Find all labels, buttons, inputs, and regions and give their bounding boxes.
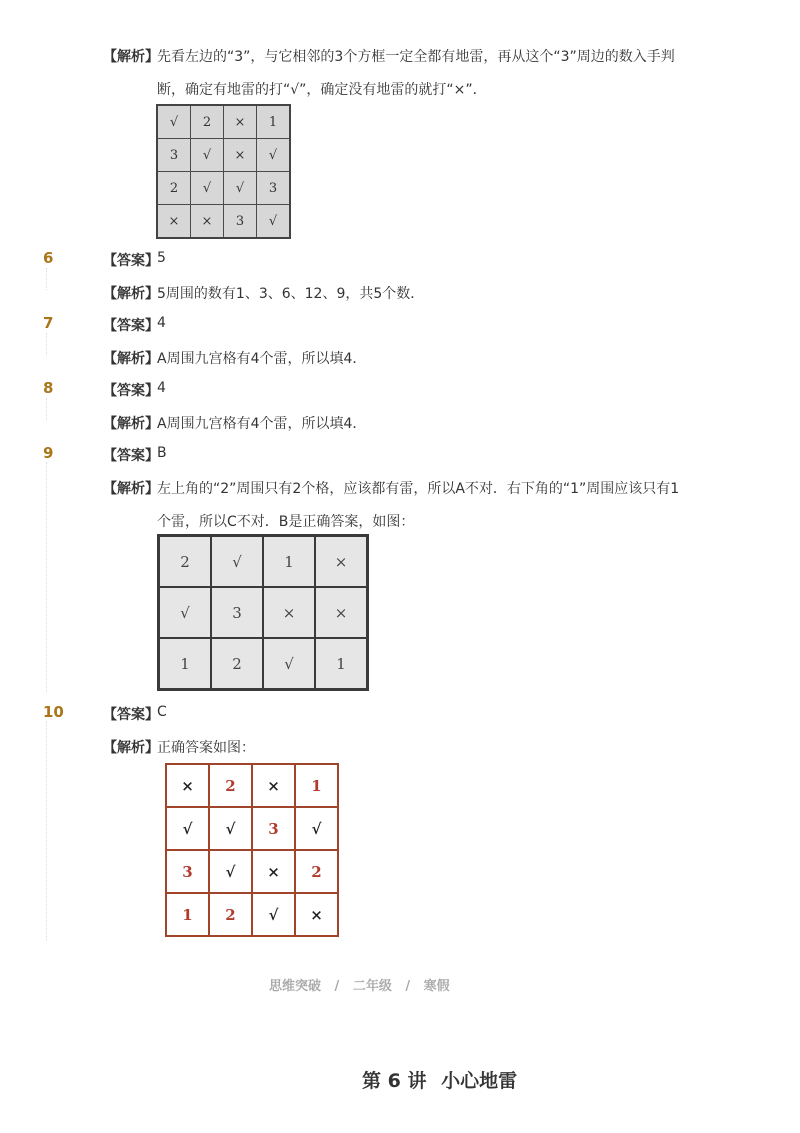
margin-guide (46, 398, 47, 420)
margin-guide (46, 268, 47, 290)
footer-separator: / (334, 979, 340, 994)
grid-cell: 2 (157, 172, 191, 205)
question-number: 6 (43, 249, 54, 267)
grid-row (159, 587, 368, 638)
grid-cell: 3 (252, 807, 295, 850)
analysis-tag: 【解析】 (103, 49, 159, 65)
answer-grid-problem10 (165, 763, 339, 937)
answer-value: 5 (157, 250, 166, 266)
analysis-text: 左上角的“2”周围只有2个格，应该都有雷，所以A不对．右下角的“1”周围应该只有1 (157, 481, 680, 497)
chapter-heading (362, 1066, 517, 1093)
grid-cell: 1 (159, 638, 212, 690)
grid-cell: √ (295, 807, 338, 850)
footer-series: 思维突破 (269, 979, 322, 994)
grid-cell: 3 (157, 139, 191, 172)
grid-cell: 2 (211, 638, 263, 690)
chapter-number: 第 6 讲 (362, 1070, 427, 1092)
grid-row (157, 205, 290, 239)
grid-cell: × (224, 139, 257, 172)
analysis-text: 5周围的数有1、3、6、12、9，共5个数． (157, 286, 425, 302)
footer-term: 寒假 (423, 979, 450, 994)
answer-tag: 【答案】 (103, 707, 159, 723)
margin-guide (46, 721, 47, 941)
grid-row (157, 172, 290, 205)
margin-guide (46, 333, 47, 355)
grid-cell: 2 (191, 105, 224, 139)
answer-value: C (157, 704, 167, 720)
question-number: 10 (43, 703, 64, 721)
grid-cell: 1 (315, 638, 368, 690)
grid-cell: × (191, 205, 224, 239)
grid-cell: 2 (159, 536, 212, 588)
grid-cell: √ (209, 807, 252, 850)
answer-tag: 【答案】 (103, 318, 159, 334)
analysis-tag: 【解析】 (103, 740, 159, 756)
grid-cell: × (315, 536, 368, 588)
grid-row (159, 638, 368, 690)
grid-cell: × (315, 587, 368, 638)
answer-grid-problem9 (157, 534, 369, 691)
answer-tag: 【答案】 (103, 383, 159, 399)
footer-grade: 二年级 (352, 979, 392, 994)
footer-separator: / (405, 979, 411, 994)
analysis-tag: 【解析】 (103, 286, 159, 302)
grid-cell: √ (166, 807, 209, 850)
grid-cell: √ (157, 105, 191, 139)
grid-row (166, 850, 338, 893)
grid-cell: 2 (295, 850, 338, 893)
grid-row (166, 764, 338, 807)
grid-cell: 1 (263, 536, 315, 588)
grid-cell: √ (191, 172, 224, 205)
question-number: 7 (43, 314, 54, 332)
grid-row (159, 536, 368, 588)
analysis-text: 先看左边的“3”，与它相邻的3个方框一定全都有地雷，再从这个“3”周边的数入手判 (157, 49, 675, 65)
grid-cell: × (252, 850, 295, 893)
grid-cell: √ (257, 205, 291, 239)
grid-cell: × (263, 587, 315, 638)
grid-cell: √ (209, 850, 252, 893)
grid-cell: 2 (209, 893, 252, 936)
grid-cell: 1 (295, 764, 338, 807)
grid-cell: √ (191, 139, 224, 172)
grid-cell: 2 (209, 764, 252, 807)
grid-cell: × (295, 893, 338, 936)
grid-cell: × (157, 205, 191, 239)
grid-cell: √ (263, 638, 315, 690)
grid-cell: × (166, 764, 209, 807)
analysis-text: 断，确定有地雷的打“√”，确定没有地雷的就打“×”． (157, 82, 487, 98)
analysis-text: 个雷，所以C不对．B是正确答案，如图： (157, 514, 415, 530)
question-number: 9 (43, 444, 54, 462)
grid-row (157, 105, 290, 139)
grid-cell: √ (252, 893, 295, 936)
grid-cell: × (252, 764, 295, 807)
grid-cell: 1 (257, 105, 291, 139)
analysis-tag: 【解析】 (103, 416, 159, 432)
grid-cell: √ (159, 587, 212, 638)
question-number: 8 (43, 379, 54, 397)
analysis-tag: 【解析】 (103, 351, 159, 367)
chapter-title: 小心地雷 (441, 1070, 518, 1092)
analysis-text: A周围九宫格有4个雷，所以填4． (157, 416, 367, 432)
grid-row (157, 139, 290, 172)
grid-cell: × (224, 105, 257, 139)
grid-cell: √ (257, 139, 291, 172)
grid-cell: 1 (166, 893, 209, 936)
grid-cell: 3 (211, 587, 263, 638)
grid-row (166, 807, 338, 850)
answer-tag: 【答案】 (103, 253, 159, 269)
answer-value: 4 (157, 315, 166, 331)
grid-cell: √ (224, 172, 257, 205)
grid-cell: 3 (257, 172, 291, 205)
grid-cell: 3 (224, 205, 257, 239)
analysis-tag: 【解析】 (103, 481, 159, 497)
grid-cell: 3 (166, 850, 209, 893)
analysis-text: A周围九宫格有4个雷，所以填4． (157, 351, 367, 367)
answer-tag: 【答案】 (103, 448, 159, 464)
margin-guide (46, 462, 47, 692)
analysis-text: 正确答案如图： (157, 740, 255, 756)
grid-row (166, 893, 338, 936)
footer-series-line (269, 975, 450, 994)
answer-grid-problem5 (156, 104, 291, 239)
answer-value: B (157, 445, 167, 461)
grid-cell: √ (211, 536, 263, 588)
answer-value: 4 (157, 380, 166, 396)
